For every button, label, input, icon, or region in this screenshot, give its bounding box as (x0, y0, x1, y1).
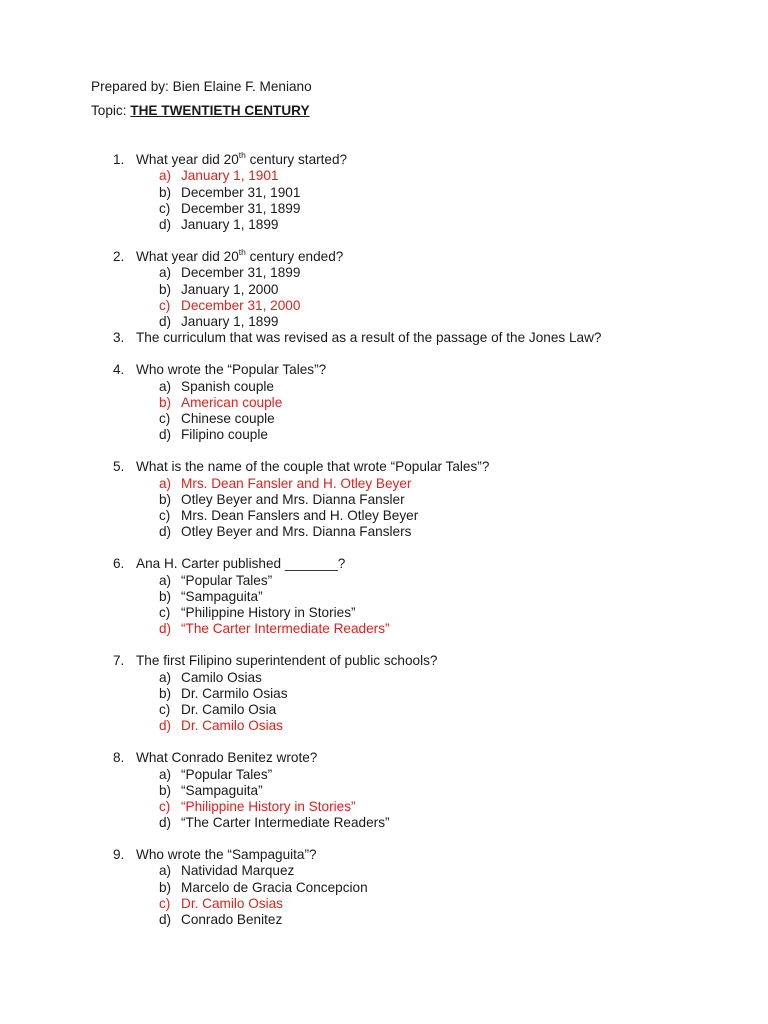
question-number: 1. (113, 152, 125, 167)
option-text: Dr. Carmilo Osias (181, 685, 288, 701)
answer-option-correct (0, 621, 768, 637)
option-letter: c) (159, 799, 171, 815)
option-letter: b) (159, 184, 172, 200)
question-number: 9. (113, 847, 125, 863)
option-letter: a) (159, 669, 172, 685)
question-item (0, 152, 768, 233)
option-text: January 1, 1899 (181, 314, 279, 330)
question-item (0, 653, 768, 734)
option-text: Natividad Marquez (181, 863, 295, 879)
answer-option (0, 783, 768, 799)
answer-option (0, 185, 768, 201)
answer-option (0, 201, 768, 217)
question-text-main: What year did 20 (136, 248, 239, 264)
option-text: December 31, 1899 (181, 200, 301, 216)
option-text: Dr. Camilo Osias (181, 718, 283, 734)
option-text: Dr. Camilo Osia (181, 702, 277, 718)
answer-option (0, 686, 768, 702)
topic-line (91, 103, 310, 119)
ordinal-suffix: th (238, 150, 246, 160)
question-text-main: What year did 20 (136, 152, 239, 167)
option-text: Spanish couple (181, 378, 274, 394)
option-letter: c) (159, 508, 171, 524)
spacer (0, 541, 768, 557)
option-text: Mrs. Dean Fansler and H. Otley Beyer (181, 475, 412, 491)
question-item (0, 750, 768, 831)
spacer (0, 233, 768, 249)
question-text-main: Who wrote the “Popular Tales”? (136, 362, 327, 378)
option-text: “Popular Tales” (181, 766, 273, 782)
option-list (0, 573, 768, 638)
question-item (0, 556, 768, 637)
question-line (0, 459, 768, 475)
question-line (0, 556, 768, 572)
question-number: 3. (113, 330, 125, 346)
question-item (0, 847, 768, 928)
ordinal-suffix: th (238, 246, 246, 257)
question-text (136, 246, 344, 265)
option-list (0, 379, 768, 444)
question-line (0, 653, 768, 669)
option-text: “The Carter Intermediate Readers” (181, 621, 390, 637)
question-text (136, 330, 601, 346)
question-text-main: The curriculum that was revised as a result of the passage of the Jones Law? (136, 330, 602, 346)
topic-label: Topic: (91, 103, 127, 118)
prepared-by-label: Prepared by: (91, 79, 169, 94)
option-text: Marcelo de Gracia Concepcion (181, 879, 368, 895)
prepared-by-name: Bien Elaine F. Meniano (172, 79, 312, 94)
answer-option (0, 589, 768, 605)
question-text (136, 653, 438, 669)
option-letter: b) (159, 685, 172, 701)
option-text: December 31, 2000 (181, 297, 301, 313)
question-text (136, 152, 347, 168)
option-letter: b) (159, 782, 172, 798)
option-text: “Sampaguita” (181, 588, 263, 604)
question-number: 5. (113, 459, 125, 475)
question-number: 8. (113, 750, 125, 766)
question-text-end: century ended? (245, 248, 344, 264)
question-number: 7. (113, 653, 125, 669)
answer-option-correct (0, 298, 768, 314)
option-letter: a) (159, 168, 172, 184)
answer-option (0, 427, 768, 443)
answer-option (0, 605, 768, 621)
option-letter: d) (159, 912, 172, 928)
answer-option (0, 524, 768, 540)
option-text: Mrs. Dean Fanslers and H. Otley Beyer (181, 508, 419, 524)
option-letter: a) (159, 265, 172, 281)
option-letter: d) (159, 718, 172, 734)
question-text (136, 556, 345, 572)
answer-option (0, 217, 768, 233)
question-text (136, 750, 317, 766)
spacer (0, 444, 768, 460)
answer-option (0, 508, 768, 524)
question-text-main: What is the name of the couple that wrote “Popular Tales”? (136, 459, 490, 475)
option-letter: b) (159, 394, 172, 410)
option-letter: a) (159, 378, 172, 394)
question-text-main: Ana H. Carter published _______? (136, 556, 346, 572)
option-list (0, 265, 768, 330)
question-text-main: The first Filipino superintendent of public schools? (136, 653, 438, 669)
option-letter: a) (159, 572, 172, 588)
question-text (136, 847, 317, 863)
option-letter: d) (159, 217, 172, 233)
option-letter: d) (159, 314, 172, 330)
option-letter: b) (159, 281, 172, 297)
answer-option (0, 411, 768, 427)
option-text: “Sampaguita” (181, 782, 263, 798)
option-letter: b) (159, 879, 172, 895)
answer-option (0, 767, 768, 783)
question-text (136, 459, 489, 475)
option-list (0, 670, 768, 735)
answer-option-correct (0, 799, 768, 815)
option-text: January 1, 1899 (181, 217, 279, 233)
question-item (0, 362, 768, 443)
prepared-by-line (91, 79, 312, 95)
option-text: Chinese couple (181, 411, 275, 427)
option-letter: a) (159, 863, 172, 879)
answer-option (0, 815, 768, 831)
option-letter: c) (159, 200, 171, 216)
option-text: December 31, 1899 (181, 265, 301, 281)
question-text-end: century started? (245, 152, 348, 167)
spacer (0, 832, 768, 848)
option-letter: d) (159, 621, 172, 637)
option-letter: d) (159, 815, 172, 831)
answer-option-correct (0, 476, 768, 492)
option-list (0, 767, 768, 832)
answer-option (0, 379, 768, 395)
option-text: “The Carter Intermediate Readers” (181, 815, 390, 831)
answer-option-correct (0, 168, 768, 184)
question-number: 6. (113, 556, 125, 572)
spacer (0, 735, 768, 751)
option-text: Filipino couple (181, 427, 268, 443)
question-line (0, 152, 768, 168)
option-text: Camilo Osias (181, 669, 262, 685)
option-text: Conrado Benitez (181, 912, 283, 928)
option-letter: c) (159, 411, 171, 427)
question-text-main: What Conrado Benitez wrote? (136, 750, 318, 766)
option-text: “Popular Tales” (181, 572, 273, 588)
option-letter: c) (159, 297, 171, 313)
option-text: Otley Beyer and Mrs. Dianna Fanslers (181, 524, 412, 540)
option-letter: c) (159, 605, 171, 621)
question-number: 4. (113, 362, 125, 378)
option-text: January 1, 1901 (181, 168, 279, 184)
answer-option (0, 863, 768, 879)
option-list (0, 476, 768, 541)
answer-option (0, 880, 768, 896)
question-line (0, 362, 768, 378)
option-list (0, 168, 768, 233)
question-line (0, 750, 768, 766)
spacer (0, 638, 768, 654)
option-letter: a) (159, 475, 172, 491)
option-text: “Philippine History in Stories” (181, 799, 356, 815)
answer-option (0, 492, 768, 508)
option-text: American couple (181, 394, 283, 410)
option-text: December 31, 1901 (181, 184, 301, 200)
option-letter: c) (159, 702, 171, 718)
question-number: 2. (113, 248, 125, 264)
answer-option (0, 265, 768, 281)
option-letter: d) (159, 427, 172, 443)
topic-title: THE TWENTIETH CENTURY (130, 103, 310, 118)
option-list (0, 863, 768, 928)
answer-option (0, 912, 768, 928)
question-text (136, 362, 326, 378)
spacer (0, 347, 768, 363)
answer-option (0, 670, 768, 686)
answer-option (0, 573, 768, 589)
answer-option (0, 702, 768, 718)
question-text-main: Who wrote the “Sampaguita”? (136, 847, 317, 863)
answer-option-correct (0, 395, 768, 411)
question-line (0, 246, 768, 265)
answer-option-correct (0, 896, 768, 912)
option-letter: b) (159, 491, 172, 507)
option-letter: c) (159, 896, 171, 912)
option-text: Otley Beyer and Mrs. Dianna Fansler (181, 491, 405, 507)
option-text: “Philippine History in Stories” (181, 605, 356, 621)
answer-option-correct (0, 718, 768, 734)
question-item (0, 246, 768, 330)
option-letter: b) (159, 588, 172, 604)
answer-option (0, 282, 768, 298)
question-list (0, 152, 768, 929)
question-item (0, 459, 768, 540)
question-item (0, 330, 768, 346)
option-letter: d) (159, 524, 172, 540)
option-text: January 1, 2000 (181, 281, 279, 297)
option-text: Dr. Camilo Osias (181, 896, 283, 912)
answer-option (0, 314, 768, 330)
option-letter: a) (159, 766, 172, 782)
question-line (0, 330, 768, 346)
question-line (0, 847, 768, 863)
